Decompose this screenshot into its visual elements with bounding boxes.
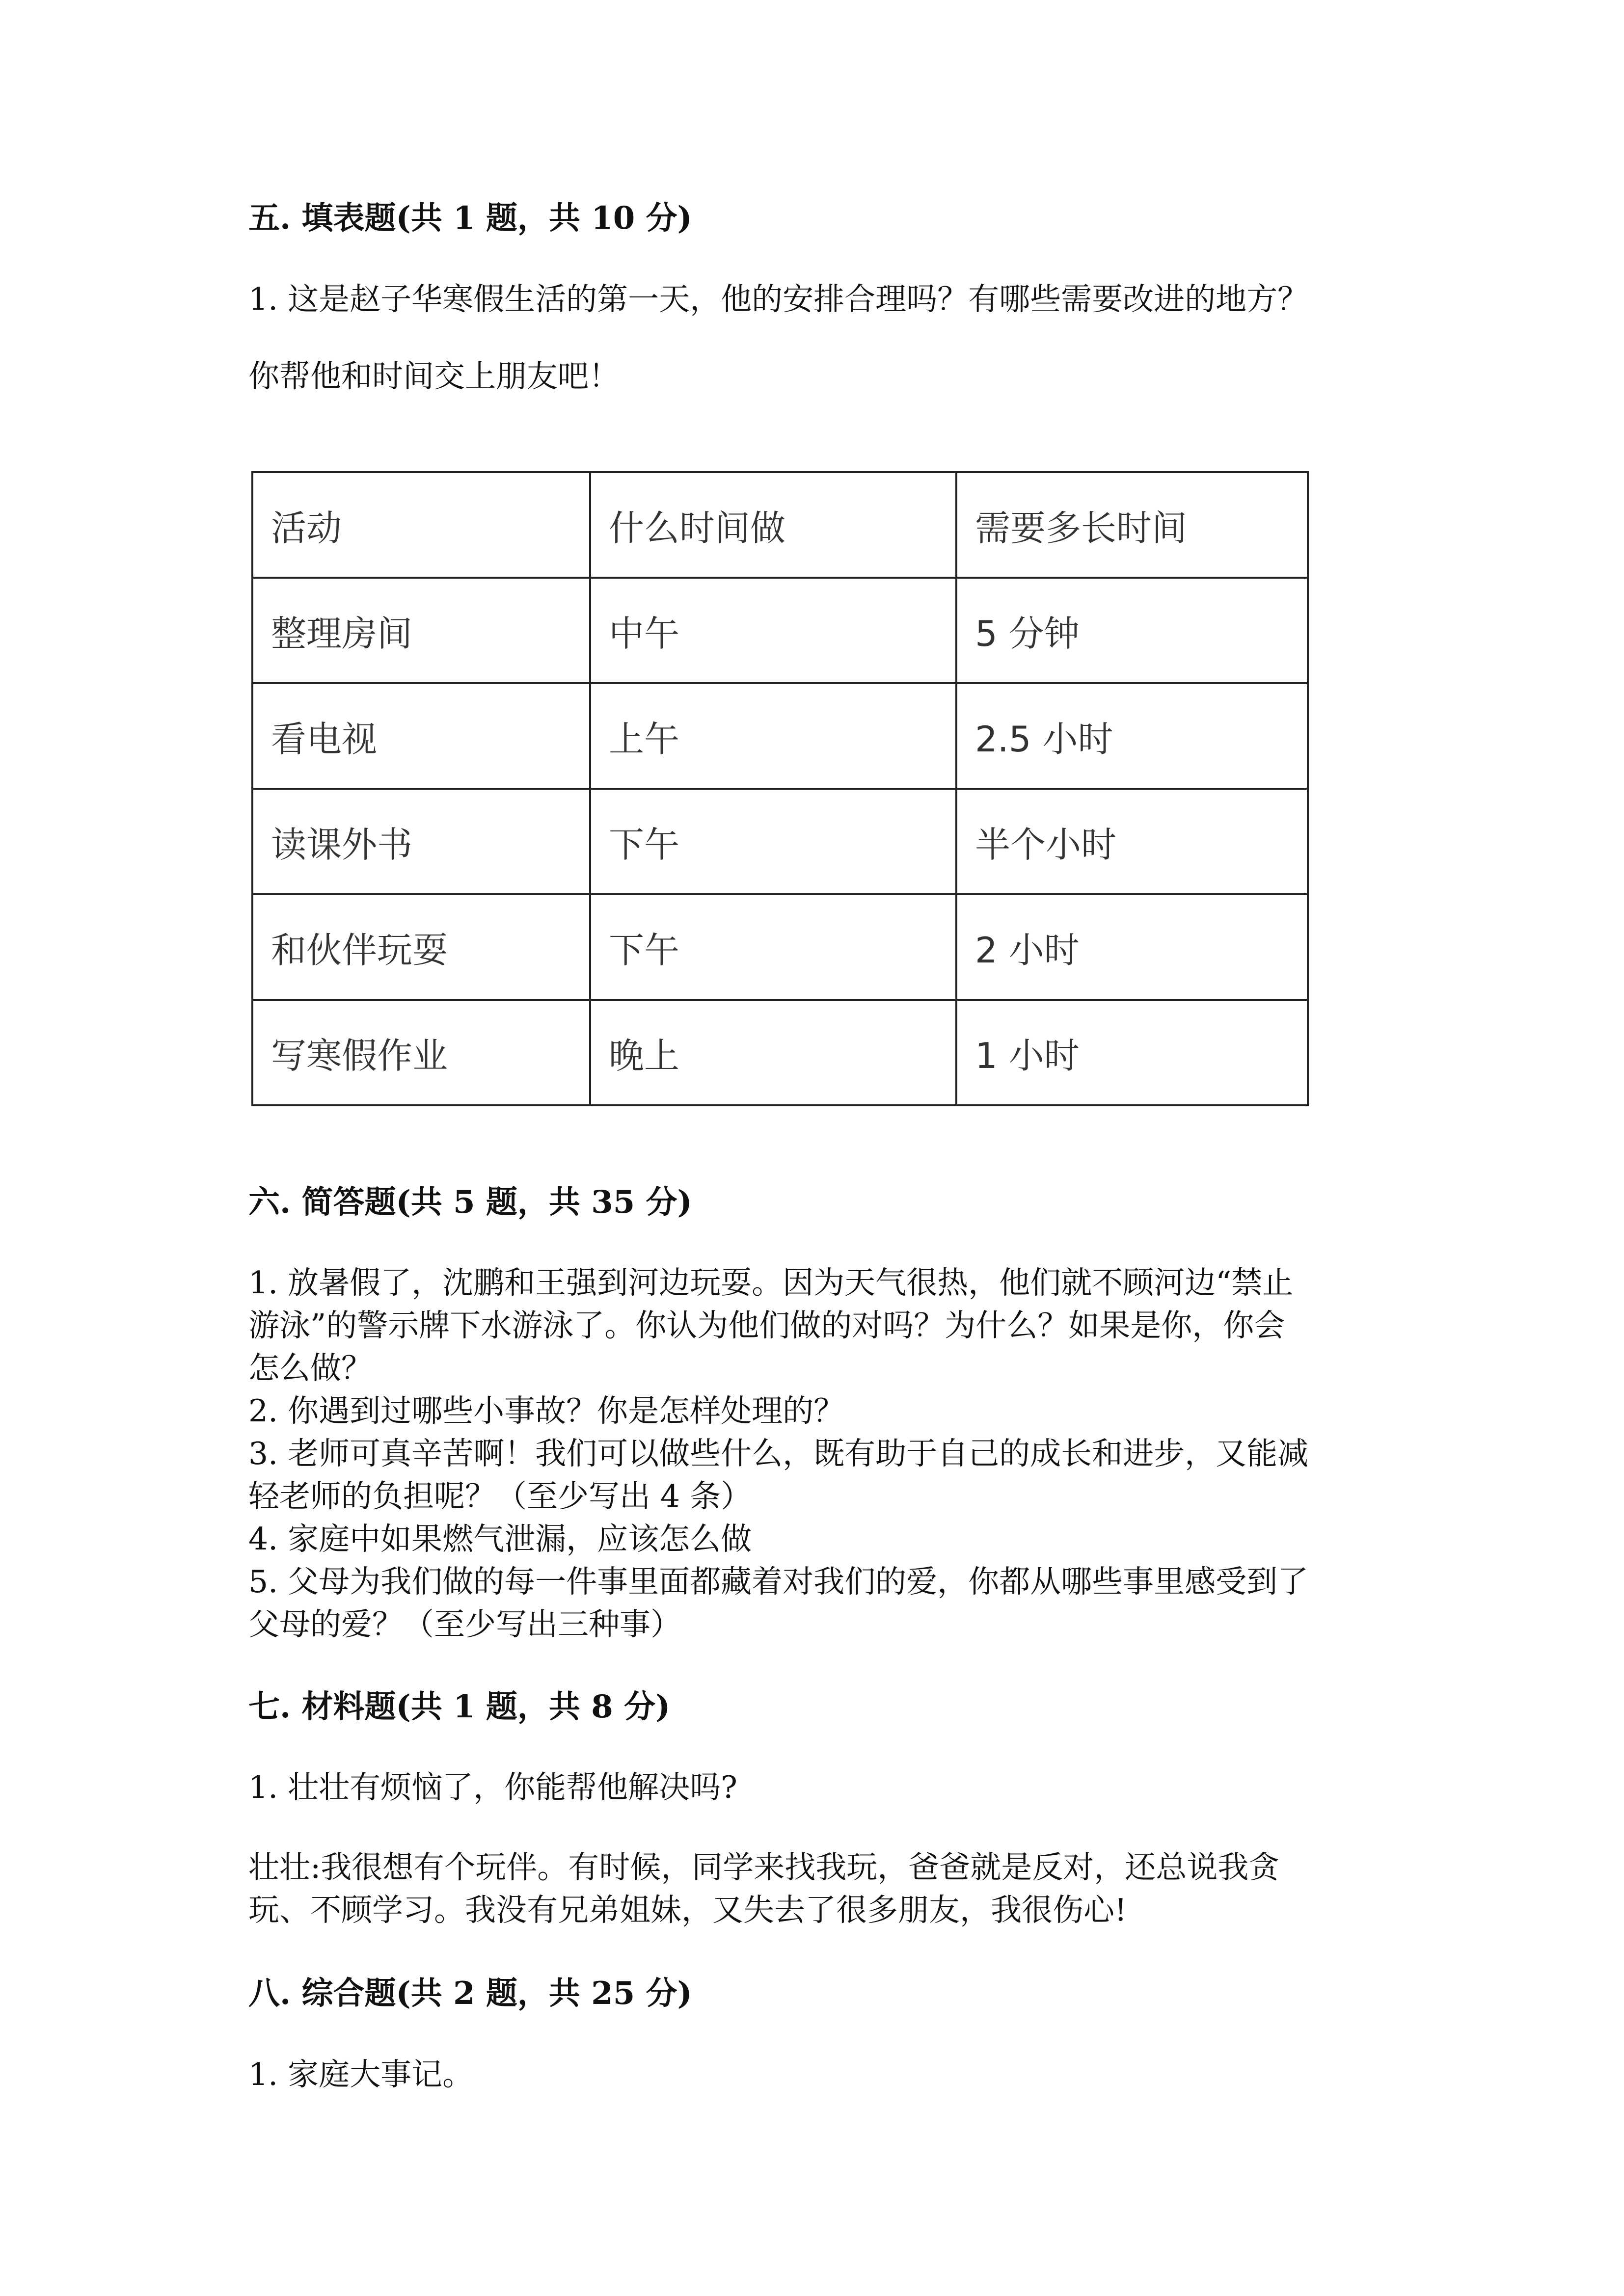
section-7-heading: 七. 材料题(共 1 题，共 8 分) <box>248 1688 671 1725</box>
table-cell: 写寒假作业 <box>252 1000 590 1105</box>
table-cell: 和伙伴玩耍 <box>252 894 590 1000</box>
table-cell: 上午 <box>590 683 956 789</box>
section-8-heading: 八. 综合题(共 2 题，共 25 分) <box>248 1975 692 2012</box>
table-header-cell: 活动 <box>252 472 590 578</box>
section-5-question-1-line-1: 1. 这是赵子华寒假生活的第一天，他的安排合理吗？有哪些需要改进的地方？ <box>248 281 1309 317</box>
section-6-questions <box>248 1261 1382 1646</box>
table-cell: 1 小时 <box>956 1000 1308 1105</box>
section-5-heading: 五. 填表题(共 1 题，共 10 分) <box>248 200 692 237</box>
table-header-row <box>252 472 1308 578</box>
section-6-heading: 六. 简答题(共 5 题，共 35 分) <box>248 1184 692 1221</box>
table-header-cell: 什么时间做 <box>590 472 956 578</box>
question-line: 2. 你遇到过哪些小事故？你是怎样处理的？ <box>248 1393 845 1429</box>
table-cell: 整理房间 <box>252 578 590 683</box>
section-8-question-1: 1. 家庭大事记。 <box>248 2056 474 2092</box>
table-cell: 看电视 <box>252 683 590 789</box>
question-line: 父母的爱？（至少写出三种事） <box>248 1606 681 1642</box>
table-cell: 下午 <box>590 789 956 894</box>
table-row <box>252 683 1308 789</box>
table-cell: 下午 <box>590 894 956 1000</box>
section-5-question-1-line-2: 你帮他和时间交上朋友吧！ <box>248 358 620 394</box>
table-row <box>252 1000 1308 1105</box>
question-line: 3. 老师可真辛苦啊！我们可以做些什么，既有助于自己的成长和进步，又能减 <box>248 1436 1309 1471</box>
question-line: 1. 放暑假了，沈鹏和王强到河边玩耍。因为天气很热，他们就不顾河边“禁止 <box>248 1265 1294 1301</box>
table-cell: 晚上 <box>590 1000 956 1105</box>
table-cell: 2.5 小时 <box>956 683 1308 789</box>
table-row <box>252 789 1308 894</box>
table-row <box>252 894 1308 1000</box>
question-line: 怎么做？ <box>248 1350 372 1386</box>
table-cell: 读课外书 <box>252 789 590 894</box>
table-cell: 中午 <box>590 578 956 683</box>
table-row <box>252 578 1308 683</box>
table-cell: 5 分钟 <box>956 578 1308 683</box>
question-line: 5. 父母为我们做的每一件事里面都藏着对我们的爱，你都从哪些事里感受到了 <box>248 1564 1309 1600</box>
table-header-cell: 需要多长时间 <box>956 472 1308 578</box>
section-7-material-line-1: 壮壮:我很想有个玩伴。有时候，同学来找我玩，爸爸就是反对，还总说我贪 <box>248 1849 1280 1885</box>
question-line: 轻老师的负担呢？（至少写出 4 条） <box>248 1478 752 1514</box>
section-7-question-1: 1. 壮壮有烦恼了，你能帮他解决吗? <box>248 1769 737 1805</box>
question-line: 游泳”的警示牌下水游泳了。你认为他们做的对吗？为什么？如果是你，你会 <box>248 1308 1285 1343</box>
table-cell: 2 小时 <box>956 894 1308 1000</box>
section-7-material-line-2: 玩、不顾学习。我没有兄弟姐妹，又失去了很多朋友，我很伤心! <box>248 1892 1127 1928</box>
table-cell: 半个小时 <box>956 789 1308 894</box>
question-line: 4. 家庭中如果燃气泄漏，应该怎么做 <box>248 1521 752 1557</box>
schedule-table <box>251 471 1309 1106</box>
